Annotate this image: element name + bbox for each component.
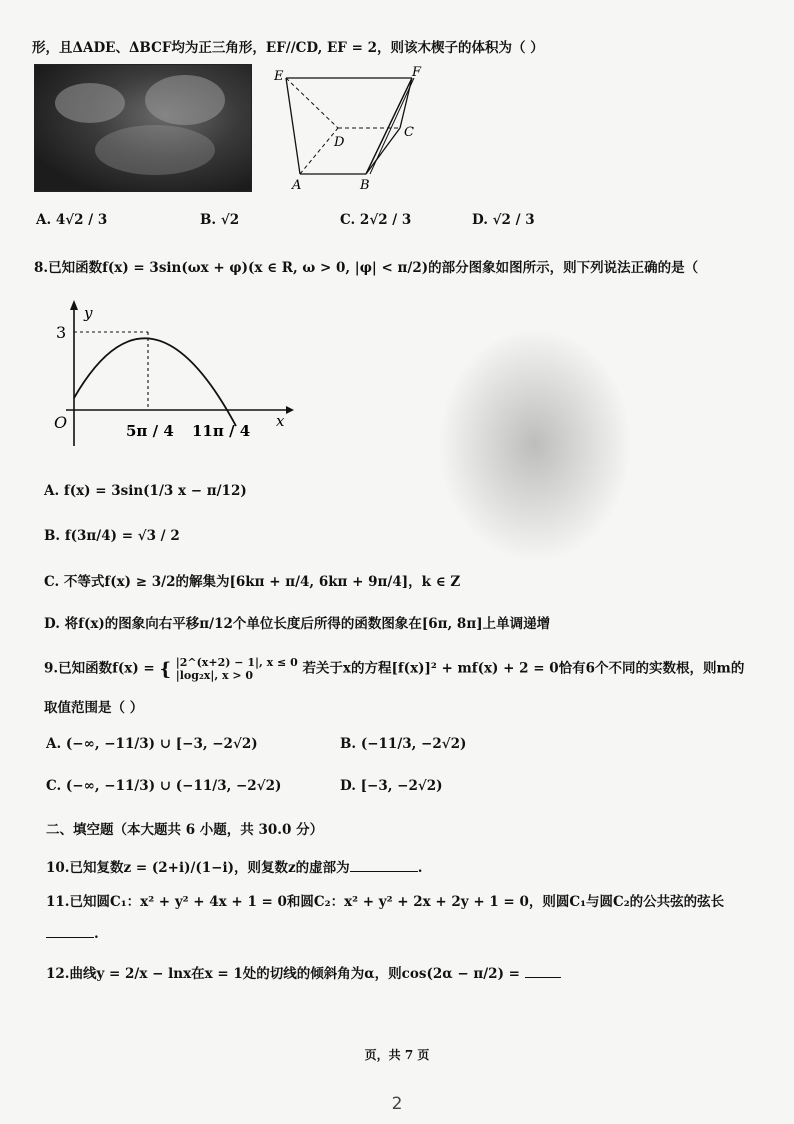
label-F: F bbox=[412, 66, 422, 80]
q8-option-b: B. f(3π/4) = √3 / 2 bbox=[44, 528, 180, 544]
q8-option-d: D. 将f(x)的图象向右平移π/12个单位长度后所得的函数图象在[6π, 8π]上单调递增 bbox=[44, 616, 551, 632]
q11-answer-blank bbox=[46, 937, 94, 938]
page-number: 2 bbox=[391, 1094, 403, 1114]
q11: 11.已知圆C₁：x² + y² + 4x + 1 = 0和圆C₂：x² + y² + 2x + 2y + 1 = 0，则圆C₁与圆C₂的公共弦的弦长 bbox=[46, 894, 725, 910]
q9-piece-1: |2^(x+2) − 1|, x ≤ 0 bbox=[175, 656, 298, 669]
q9-option-b: B. (−11/3, −2√2) bbox=[340, 736, 467, 752]
paper-stain bbox=[440, 330, 630, 560]
label-B: B bbox=[360, 178, 370, 193]
sine-graph bbox=[40, 296, 300, 464]
q9-piece-2: |log₂x|, x > 0 bbox=[175, 669, 254, 682]
q10-answer-blank bbox=[350, 871, 418, 872]
tick-label-1: 5π / 4 bbox=[126, 422, 174, 440]
q9-option-c: C. (−∞, −11/3) ∪ (−11/3, −2√2) bbox=[46, 778, 282, 794]
label-C: C bbox=[404, 125, 414, 140]
label-E: E bbox=[274, 69, 284, 84]
q7-option-c: C. 2√2 / 3 bbox=[340, 212, 412, 228]
y-axis-label: y bbox=[84, 304, 93, 322]
label-A: A bbox=[292, 178, 302, 193]
q9-stem: 9.已知函数f(x) = { |2^(x+2) − 1|, x ≤ 0 |log₂x|, x > 0 若关于x的方程[f(x)]² + mf(x) + 2 = 0恰有6个不同的实数根，则m的 bbox=[44, 656, 745, 682]
x-axis-label: x bbox=[276, 412, 285, 430]
q8-option-a: A. f(x) = 3sin(1/3 x − π/12) bbox=[44, 483, 247, 499]
wedge-figure bbox=[266, 66, 426, 194]
label-D: D bbox=[334, 135, 345, 150]
tick-label-2: 11π / 4 bbox=[192, 422, 251, 440]
q7-option-b: B. √2 bbox=[200, 212, 240, 228]
wooden-wedge-photo bbox=[34, 64, 252, 192]
page-footer: 页，共 7 页 bbox=[364, 1048, 430, 1062]
q9-option-d: D. [−3, −2√2) bbox=[340, 778, 443, 794]
q10: 10.已知复数z = (2+i)/(1−i)，则复数z的虚部为 . bbox=[46, 860, 423, 876]
q9-stem-line2: 取值范围是（ ） bbox=[44, 700, 144, 716]
q9-option-a: A. (−∞, −11/3) ∪ [−3, −2√2) bbox=[46, 736, 258, 752]
q12-answer-blank bbox=[525, 977, 561, 978]
q8-stem: 8.已知函数f(x) = 3sin(ωx + φ)(x ∈ R, ω > 0, |φ| < π/2)的部分图象如图所示，则下列说法正确的是（ bbox=[34, 260, 699, 276]
q7-option-a: A. 4√2 / 3 bbox=[36, 212, 108, 228]
q12: 12.曲线y = 2/x − lnx在x = 1处的切线的倾斜角为α，则cos(2α − π/2) = bbox=[46, 962, 561, 982]
q7-option-d: D. √2 / 3 bbox=[472, 212, 535, 228]
peak-label: 3 bbox=[56, 323, 67, 342]
section-heading: 二、填空题（本大题共 6 小题，共 30.0 分） bbox=[46, 822, 324, 838]
q8-option-c: C. 不等式f(x) ≥ 3/2的解集为[6kπ + π/4, 6kπ + 9π/4]，k ∈ Z bbox=[44, 574, 461, 590]
q7-stem: 形，且ΔADE、ΔBCF均为正三角形，EF//CD, EF = 2，则该木楔子的体积为（ ） bbox=[32, 40, 544, 56]
q11-answer: . bbox=[46, 926, 99, 942]
origin-label: O bbox=[54, 413, 68, 432]
